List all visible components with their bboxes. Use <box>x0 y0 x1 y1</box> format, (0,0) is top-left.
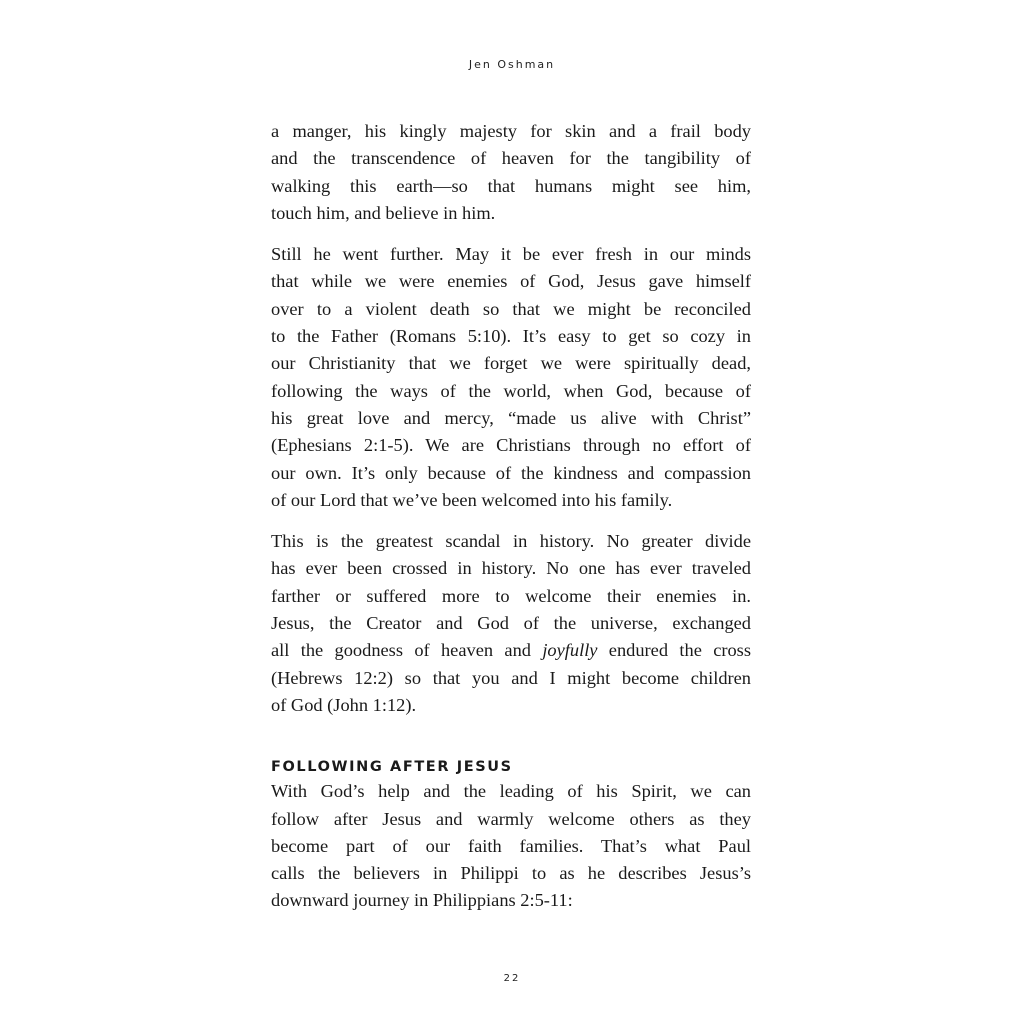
text-line: farther or suffered more to welcome their enemies in. <box>271 585 751 606</box>
paragraph-3 <box>271 528 751 719</box>
text-line: following the ways of the world, when God, because of <box>271 380 751 401</box>
text-line: touch him, and believe in him. <box>271 202 496 223</box>
text-line: With God’s help and the leading of his Spirit, we can <box>271 781 751 802</box>
text-line: of our Lord that we’ve been welcomed into his family. <box>271 489 673 510</box>
text-line: our own. It’s only because of the kindness and compassion <box>271 462 751 483</box>
text-line: follow after Jesus and warmly welcome others as they <box>271 808 751 829</box>
text-line: over to a violent death so that we might be reconciled <box>271 298 751 319</box>
text-line: his great love and mercy, “made us alive with Christ” <box>271 407 751 428</box>
text-line: (Hebrews 12:2) so that you and I might become children <box>271 667 751 688</box>
text-line: that while we were enemies of God, Jesus gave himself <box>271 271 751 292</box>
paragraph-1 <box>271 118 751 227</box>
text-line: of God (John 1:12). <box>271 694 417 715</box>
text-line: This is the greatest scandal in history. No greater divide <box>271 531 751 552</box>
text-line: a manger, his kingly majesty for skin and a frail body <box>271 121 751 141</box>
text-line: become part of our faith families. That’s what Paul <box>271 835 751 856</box>
text-line: Still he went further. May it be ever fresh in our minds <box>271 244 751 265</box>
running-head: Jen Oshman <box>468 58 556 71</box>
text-line: (Ephesians 2:1-5). We are Christians through no effort of <box>271 435 751 456</box>
text-line: has ever been crossed in history. No one has ever traveled <box>271 558 751 579</box>
paragraph-2 <box>271 241 751 514</box>
text-line: downward journey in Philippians 2:5-11: <box>271 890 573 911</box>
text-line: Jesus, the Creator and God of the universe, exchanged <box>271 613 751 634</box>
section-heading: FOLLOWING AFTER JESUS <box>271 759 513 776</box>
page-body <box>271 118 751 929</box>
text-span: all the goodness of heaven and <box>271 640 543 661</box>
text-line: walking this earth—so that humans might see him, <box>271 175 751 196</box>
text-line: our Christianity that we forget we were spiritually dead, <box>271 353 751 374</box>
page-number: 22 <box>503 973 521 984</box>
text-line: and the transcendence of heaven for the tangibility of <box>271 148 751 169</box>
italic-emphasis: joyfully <box>542 640 598 661</box>
text-line: to the Father (Romans 5:10). It’s easy to get so cozy in <box>271 326 751 347</box>
text-line-italic <box>271 637 751 664</box>
paragraph-4 <box>271 778 751 914</box>
text-span: endured the cross <box>597 640 751 661</box>
text-line: calls the believers in Philippi to as he describes Jesus’s <box>271 863 751 884</box>
